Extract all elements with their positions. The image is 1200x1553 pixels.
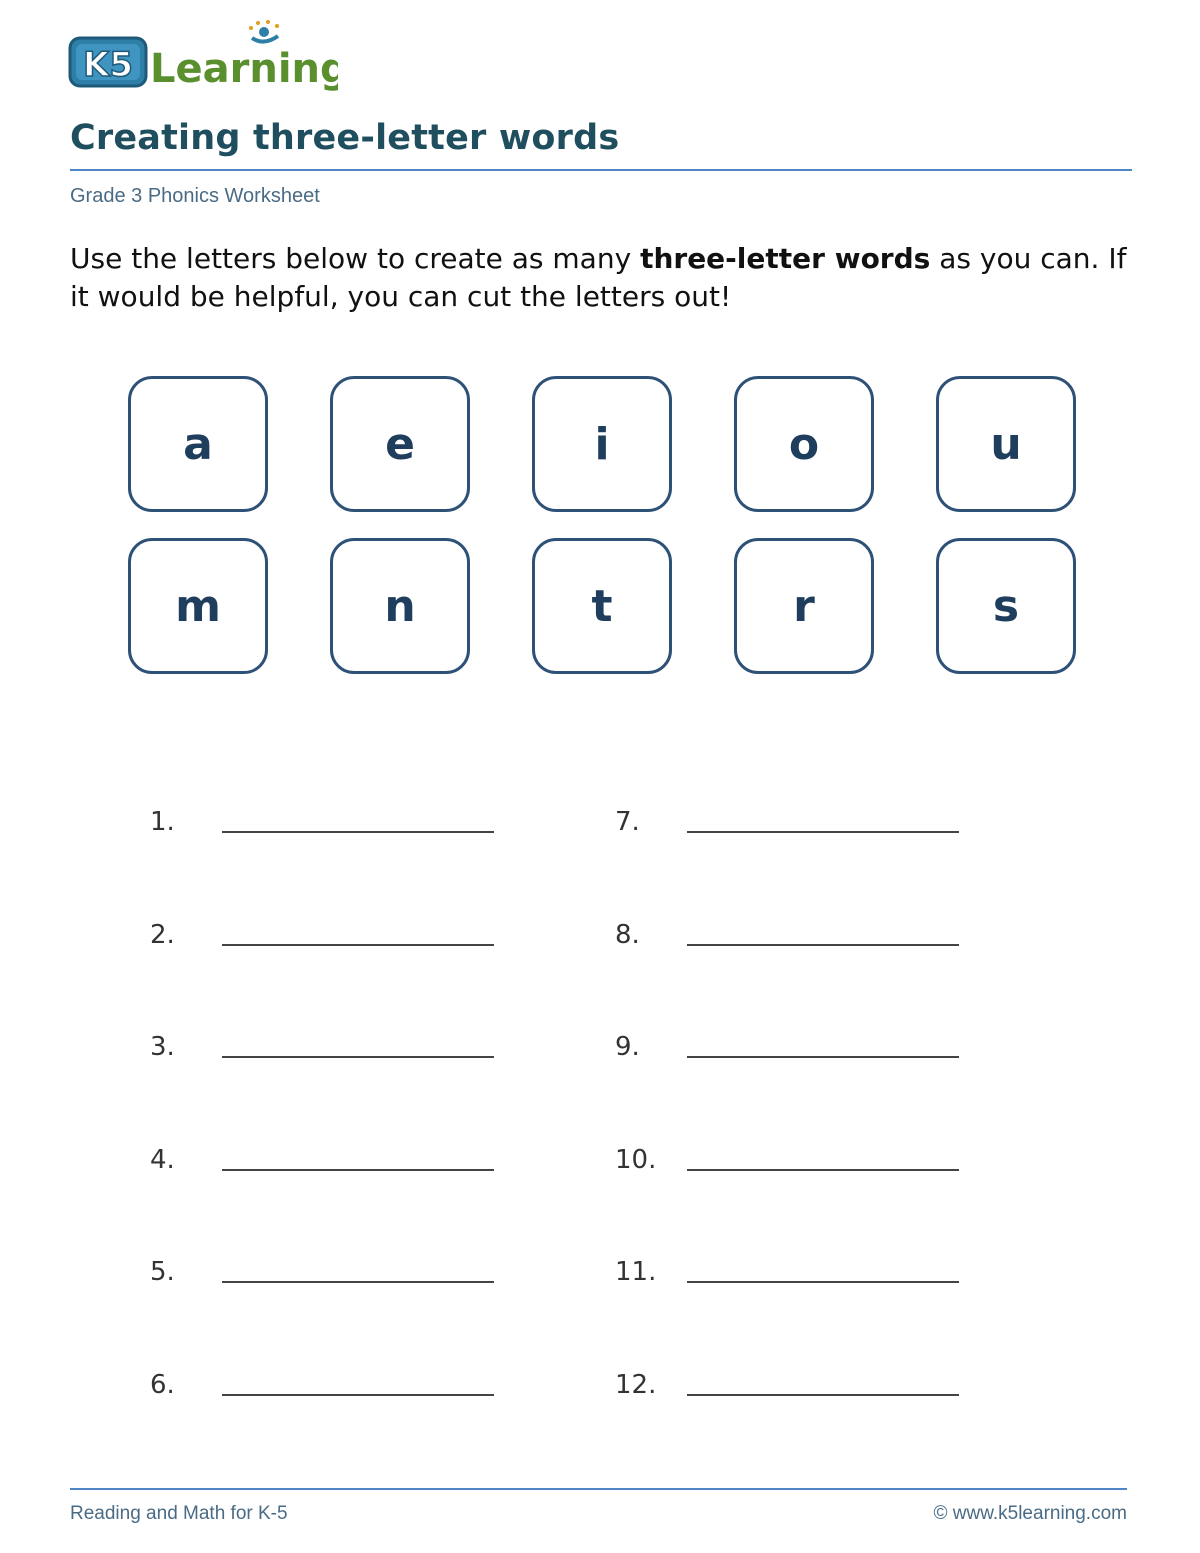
answer-number: 5. bbox=[150, 1257, 175, 1287]
answer-item bbox=[150, 803, 615, 843]
answer-number: 1. bbox=[150, 807, 175, 837]
letter-tile[interactable]: o bbox=[734, 376, 874, 512]
answer-number: 2. bbox=[150, 919, 175, 950]
instructions-text-before: Use the letters below to create as many bbox=[70, 242, 641, 275]
answer-number: 12. bbox=[615, 1369, 657, 1400]
letter-tile[interactable]: m bbox=[128, 538, 268, 674]
instructions bbox=[70, 240, 1130, 316]
letter-tile[interactable]: n bbox=[330, 538, 470, 674]
answer-blank[interactable] bbox=[687, 944, 959, 946]
answer-blank[interactable] bbox=[687, 1169, 959, 1171]
answer-blank[interactable] bbox=[687, 1056, 959, 1058]
answer-number: 3. bbox=[150, 1032, 175, 1062]
letter-tile[interactable]: s bbox=[936, 538, 1076, 674]
answer-item bbox=[150, 916, 615, 956]
letter-tile[interactable]: r bbox=[734, 538, 874, 674]
answer-item bbox=[150, 1253, 615, 1293]
footer-divider bbox=[70, 1488, 1127, 1490]
answer-item bbox=[150, 1028, 615, 1068]
answer-blank[interactable] bbox=[222, 944, 494, 946]
answer-blank[interactable] bbox=[687, 831, 959, 833]
answer-item bbox=[615, 1366, 980, 1406]
answer-number: 11. bbox=[615, 1257, 657, 1287]
letter-tile[interactable]: e bbox=[330, 376, 470, 512]
footer-website-link[interactable]: © www.k5learning.com bbox=[933, 1503, 1127, 1524]
instructions-text-after: as you can. If it would be helpful, you can cut the letters out! bbox=[70, 242, 1127, 313]
answer-blank[interactable] bbox=[222, 1394, 494, 1396]
letter-tile[interactable]: a bbox=[128, 376, 268, 512]
instructions-bold: three-letter words bbox=[640, 242, 931, 275]
answer-item bbox=[150, 1141, 615, 1181]
answer-blank[interactable] bbox=[222, 1169, 494, 1171]
letter-tiles bbox=[128, 376, 1073, 674]
title-divider bbox=[70, 169, 1132, 171]
answer-item bbox=[615, 916, 980, 956]
letter-tile[interactable]: i bbox=[532, 376, 672, 512]
answer-number: 9. bbox=[615, 1032, 640, 1062]
worksheet-subtitle: Grade 3 Phonics Worksheet bbox=[70, 185, 320, 207]
answer-number: 7. bbox=[615, 807, 640, 837]
answer-item bbox=[615, 803, 980, 843]
answer-number: 8. bbox=[615, 919, 640, 950]
worksheet-title: Creating three-letter words bbox=[70, 118, 620, 158]
answer-number: 6. bbox=[150, 1369, 175, 1400]
svg-text:K5: K5 bbox=[82, 45, 134, 85]
letter-tile[interactable]: u bbox=[936, 376, 1076, 512]
answer-number: 10. bbox=[615, 1144, 657, 1175]
footer-tagline: Reading and Math for K-5 bbox=[70, 1503, 288, 1524]
answer-blank[interactable] bbox=[222, 1056, 494, 1058]
answer-blank[interactable] bbox=[687, 1394, 959, 1396]
svg-text:Learning: Learning bbox=[150, 46, 338, 92]
answer-blank[interactable] bbox=[687, 1281, 959, 1283]
letter-tile[interactable]: t bbox=[532, 538, 672, 674]
answer-item bbox=[615, 1141, 980, 1181]
answer-blank[interactable] bbox=[222, 831, 494, 833]
answer-blank[interactable] bbox=[222, 1281, 494, 1283]
answer-number: 4. bbox=[150, 1144, 175, 1175]
answer-item bbox=[615, 1028, 980, 1068]
answer-list bbox=[150, 803, 980, 1478]
answer-item bbox=[150, 1366, 615, 1406]
k5-learning-logo bbox=[68, 20, 338, 96]
answer-item bbox=[615, 1253, 980, 1293]
